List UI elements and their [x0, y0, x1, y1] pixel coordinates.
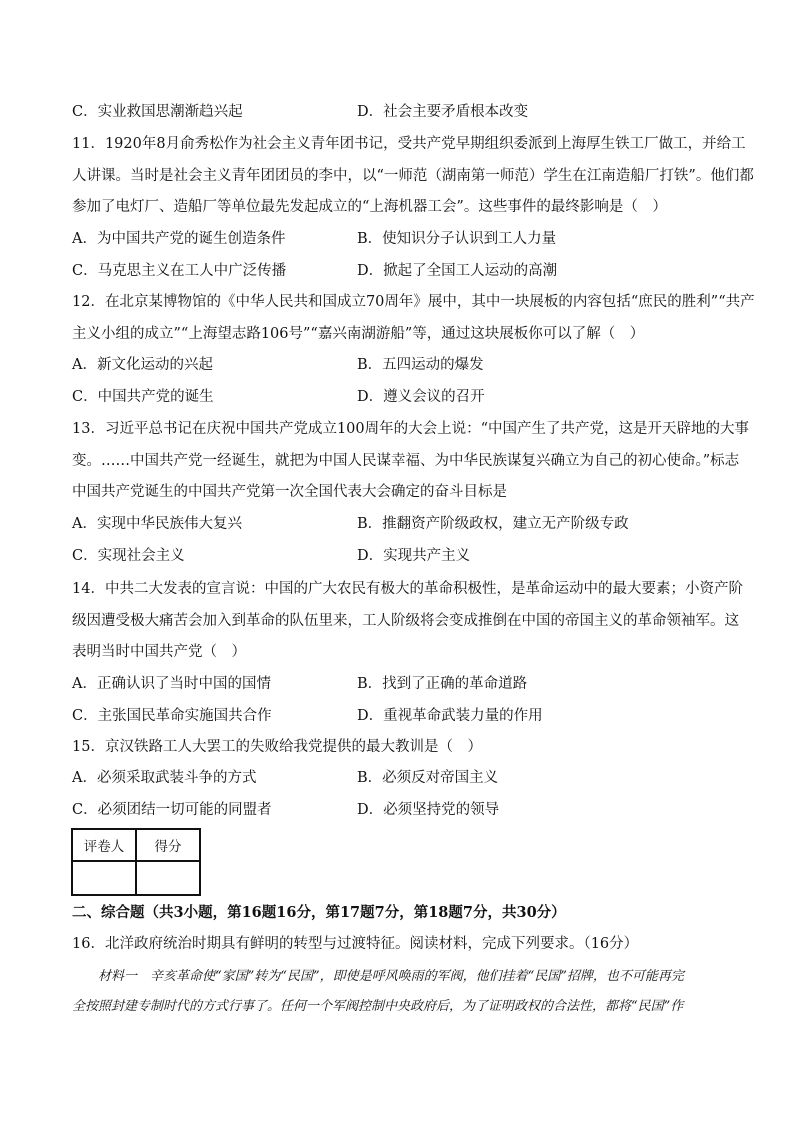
- option-d: D．必须坚持党的领导: [357, 802, 500, 818]
- section-heading: 二、综合题（共3小题，第16题16分，第17题7分，第18题7分，共30分）: [72, 904, 566, 921]
- question-text: 13．习近平总书记在庆祝中国共产党成立100周年的大会上说：“中国产生了共产党，这是开天辟地的大事: [72, 421, 750, 437]
- option-b: B．五四运动的爆发: [357, 357, 484, 373]
- option-c: C．中国共产党的诞生: [72, 389, 214, 405]
- score-cell[interactable]: [136, 861, 200, 895]
- option-b: B．找到了正确的革命道路: [357, 676, 528, 692]
- option-c: C．必须团结一切可能的同盟者: [72, 802, 272, 818]
- option-b: B．使知识分子认识到工人力量: [357, 231, 557, 247]
- score-table: [71, 828, 201, 896]
- question-text: 主义小组的成立”“上海望志路106号”“嘉兴南湖游船”等，通过这块展板你可以了解（ ）: [72, 326, 645, 342]
- option-b: B．推翻资产阶级政权，建立无产阶级专政: [357, 516, 629, 532]
- option-c: C．实业救国思潮渐趋兴起: [72, 104, 243, 120]
- option-d: D．掀起了全国工人运动的高潮: [357, 263, 558, 279]
- question-text: 表明当时中国共产党（ ）: [72, 644, 246, 660]
- option-a: A．必须采取武装斗争的方式: [72, 770, 257, 786]
- material-text: 材料一 辛亥革命使“家国”转为“民国”，即使是呼风唤雨的军阀，他们挂着“民国”招牌，也不可能再完: [72, 969, 684, 984]
- option-a: A．正确认识了当时中国的国情: [72, 676, 271, 692]
- option-d: D．重视革命武装力量的作用: [357, 708, 543, 724]
- option-a: A．实现中华民族伟大复兴: [72, 516, 242, 532]
- option-d: D．实现共产主义: [357, 548, 471, 564]
- grader-header: 评卷人: [72, 829, 136, 861]
- option-a: A．为中国共产党的诞生创造条件: [72, 231, 286, 247]
- question-text: 变。……中国共产党一经诞生，就把为中国人民谋幸福、为中华民族谋复兴确立为自己的初心使命。”标志: [72, 453, 740, 469]
- option-c: C．主张国民革命实施国共合作: [72, 708, 272, 724]
- question-text: 人讲课。当时是社会主义青年团团员的李中，以“一师范（湖南第一师范）学生在江南造船厂打铁”。他们都: [72, 168, 754, 184]
- material-text: 全按照封建专制时代的方式行事了。任何一个军阀控制中央政府后，为了证明政权的合法性，都将“民国”作: [72, 999, 684, 1014]
- option-d: D．遵义会议的召开: [357, 389, 485, 405]
- question-text: 中国共产党诞生的中国共产党第一次全国代表大会确定的奋斗目标是: [72, 484, 507, 500]
- option-c: C．实现社会主义: [72, 548, 185, 564]
- question-text: 级因遭受极大痛苦会加入到革命的队伍里来，工人阶级将会变成推倒在中国的帝国主义的革命领袖军。这: [72, 613, 739, 629]
- question-text: 12．在北京某博物馆的《中华人民共和国成立70周年》展中，其中一块展板的内容包括“庶民的胜利”“共产: [72, 294, 755, 310]
- option-d: D．社会主要矛盾根本改变: [357, 104, 529, 120]
- question-text: 15．京汉铁路工人大罢工的失败给我党提供的最大教训是（ ）: [72, 739, 482, 755]
- question-text: 参加了电灯厂、造船厂等单位最先发起成立的“上海机器工会”。这些事件的最终影响是（ ）: [72, 199, 667, 215]
- question-16-text: 16．北洋政府统治时期具有鲜明的转型与过渡特征。阅读材料，完成下列要求。（16分）: [72, 936, 639, 952]
- score-header: 得分: [136, 829, 200, 861]
- option-a: A．新文化运动的兴起: [72, 357, 213, 373]
- grader-cell[interactable]: [72, 861, 136, 895]
- question-text: 14．中共二大发表的宣言说：中国的广大农民有极大的革命积极性，是革命运动中的最大要素；小资产阶: [72, 581, 743, 597]
- question-text: 11．1920年8月俞秀松作为社会主义青年团书记，受共产党早期组织委派到上海厚生铁工厂做工，并给工: [72, 136, 746, 152]
- option-b: B．必须反对帝国主义: [357, 770, 499, 786]
- option-c: C．马克思主义在工人中广泛传播: [72, 263, 287, 279]
